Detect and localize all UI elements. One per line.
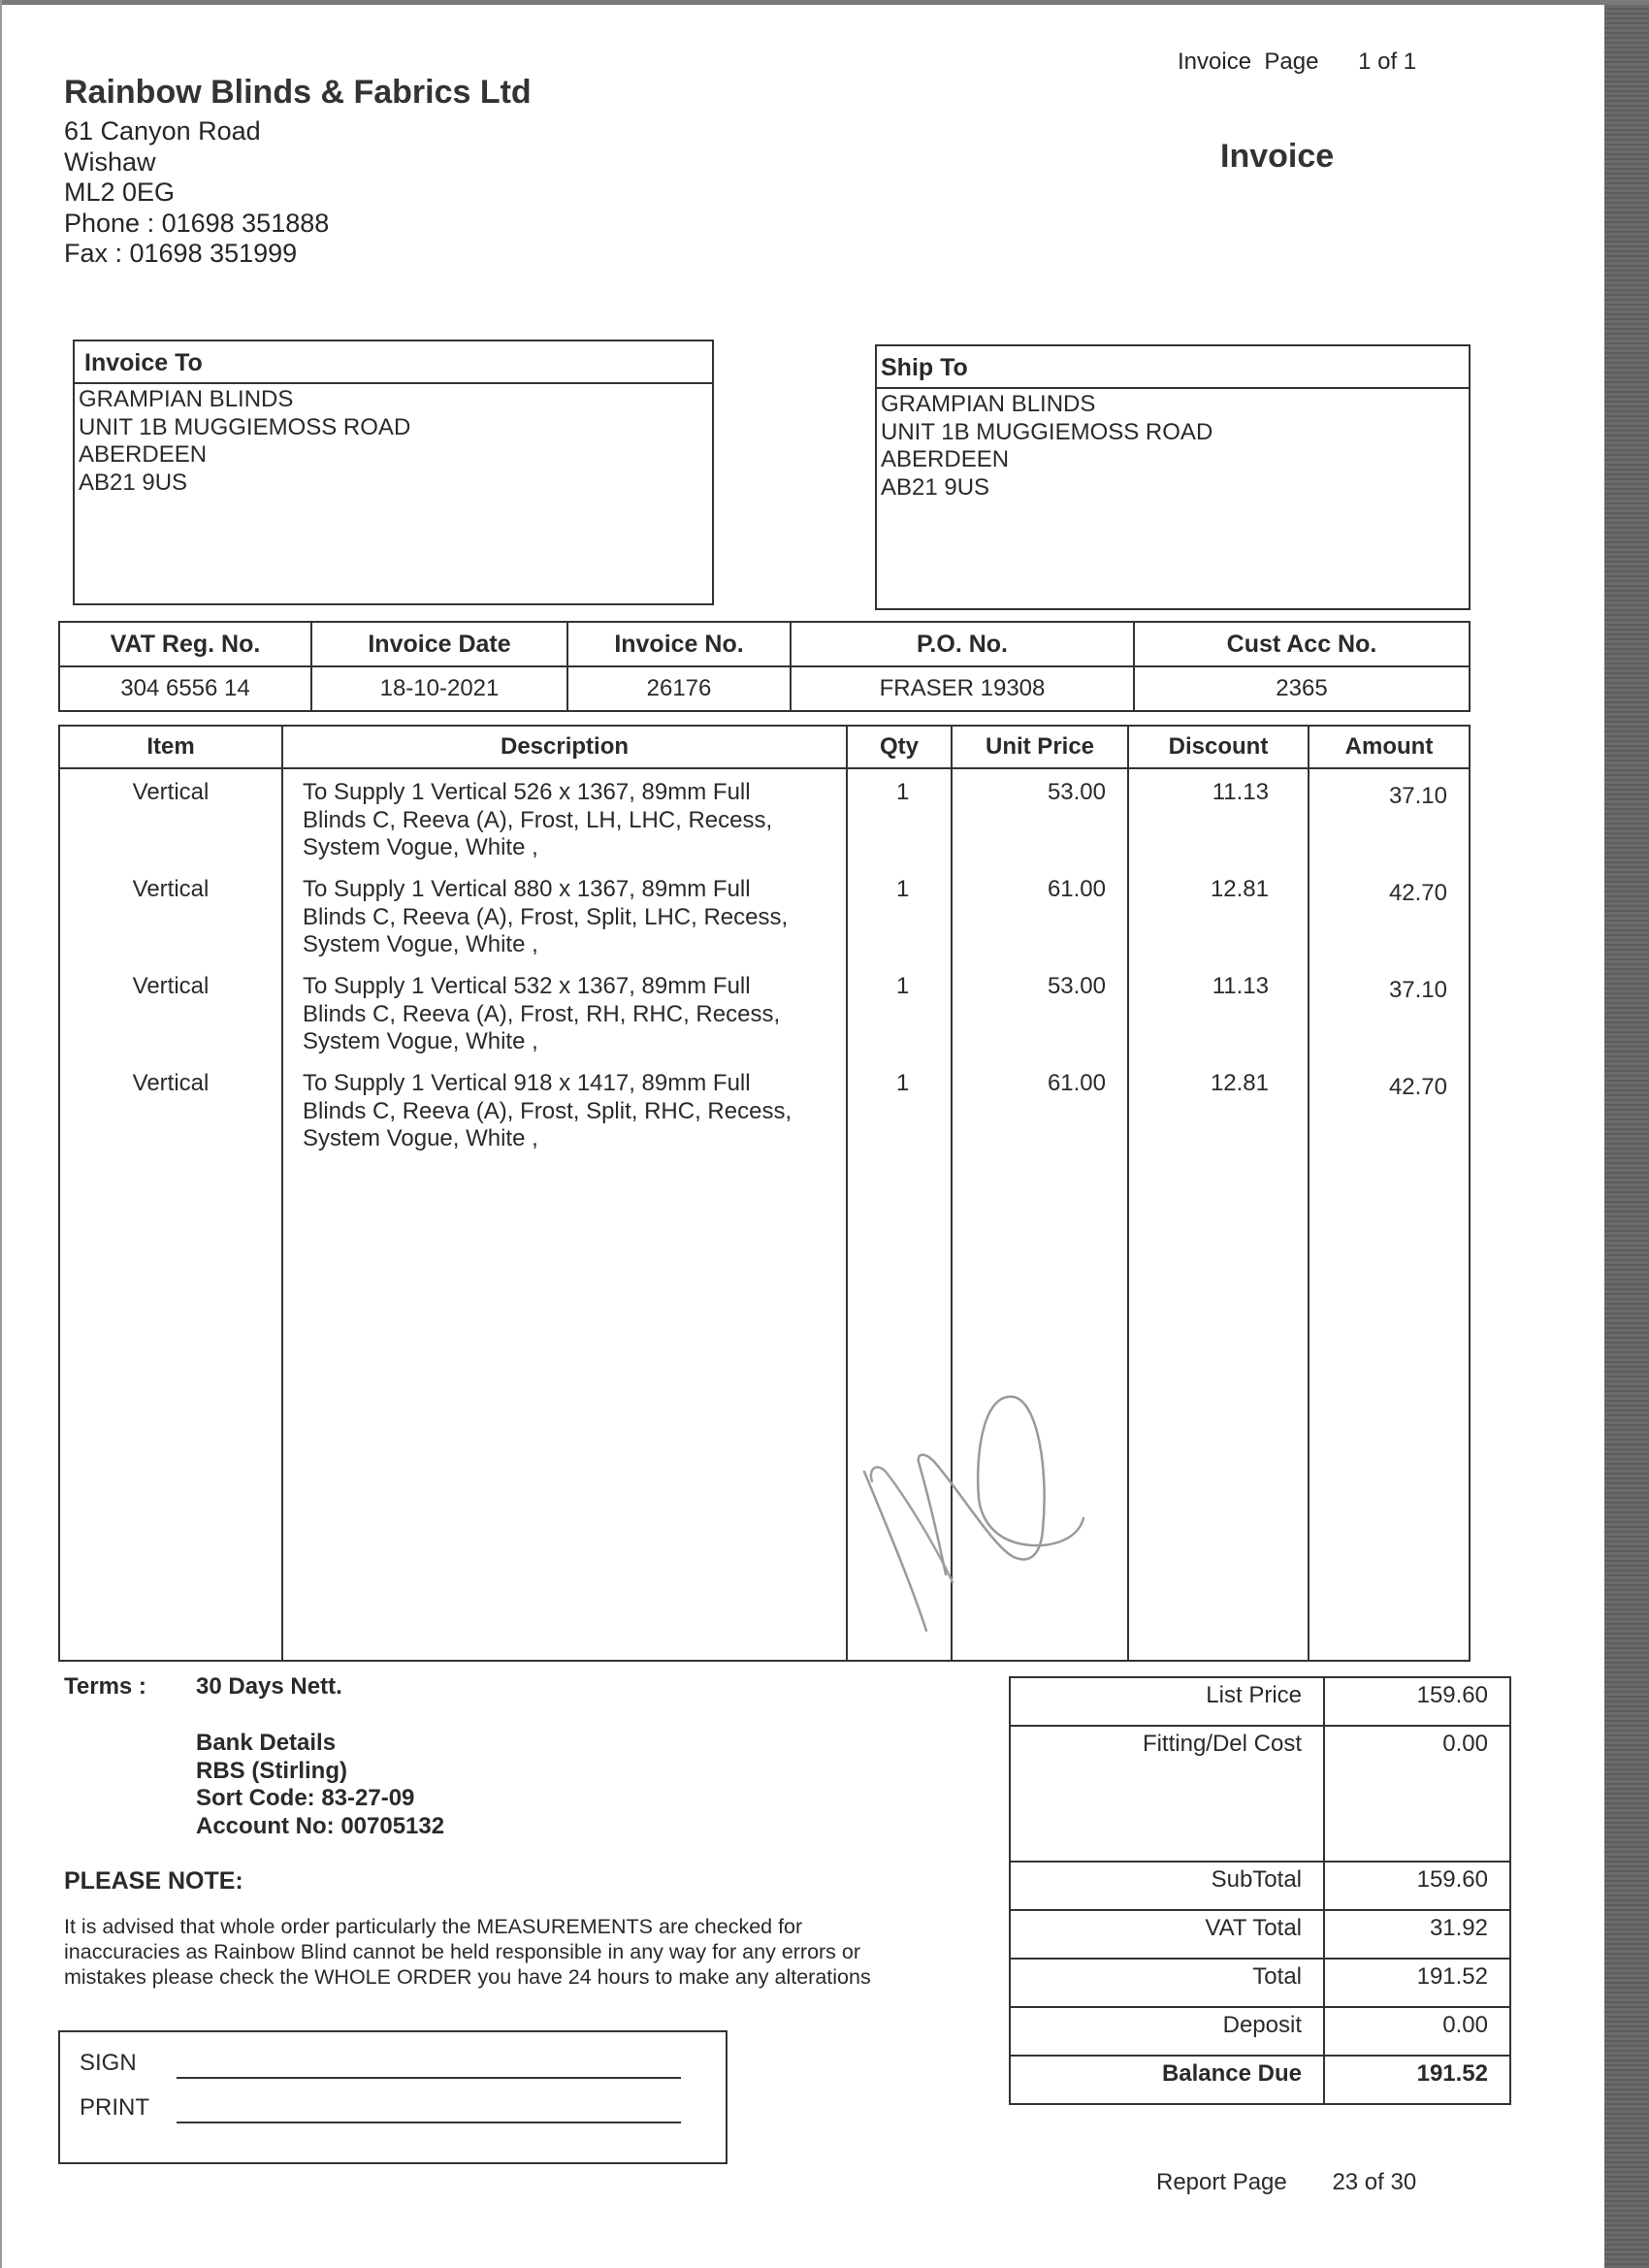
list-price-value: 159.60 xyxy=(1324,1677,1510,1726)
fitting-row xyxy=(1010,1726,1510,1862)
invoice-to-line: UNIT 1B MUGGIEMOSS ROAD xyxy=(79,413,411,440)
description-header: Description xyxy=(282,726,847,768)
table-row-unit-price: 61.00 xyxy=(1047,1070,1106,1096)
ship-to-header: Ship To xyxy=(877,346,1469,389)
table-row-discount: 12.81 xyxy=(1210,1070,1269,1096)
ship-to-box xyxy=(875,344,1471,610)
list-price-row xyxy=(1010,1677,1510,1726)
table-row-unit-price: 53.00 xyxy=(1047,779,1106,805)
fitting-value: 0.00 xyxy=(1324,1726,1510,1862)
table-row-amount: 42.70 xyxy=(1388,880,1447,906)
invoice-to-header: Invoice To xyxy=(75,341,712,384)
deposit-row xyxy=(1010,2007,1510,2056)
description-line: Blinds C, Reeva (A), Frost, RH, RHC, Recess, xyxy=(303,1000,781,1027)
ship-to-line: ABERDEEN xyxy=(881,446,1010,472)
invoice-to-line: AB21 9US xyxy=(79,469,188,496)
invoice-to-line: ABERDEEN xyxy=(79,441,208,468)
handwritten-initials xyxy=(858,1363,1091,1644)
description-line: System Vogue, White , xyxy=(303,834,538,860)
company-fax: Fax : 01698 351999 xyxy=(64,239,298,268)
table-row-item: Vertical xyxy=(132,973,210,999)
report-page-info xyxy=(1156,2169,1416,2196)
invoice-no-value: 26176 xyxy=(567,666,791,711)
company-address xyxy=(64,116,329,270)
scan-edge-top xyxy=(0,0,1649,5)
invoice-page-value: 1 of 1 xyxy=(1358,49,1417,75)
invoice-date-header: Invoice Date xyxy=(311,622,567,666)
company-address-line: Wishaw xyxy=(64,146,156,177)
total-label: Total xyxy=(1010,1959,1324,2007)
company-name: Rainbow Blinds & Fabrics Ltd xyxy=(64,74,532,111)
please-note-heading: PLEASE NOTE: xyxy=(64,1867,243,1895)
balance-due-value: 191.52 xyxy=(1324,2056,1510,2104)
description-line: To Supply 1 Vertical 918 x 1417, 89mm Full xyxy=(303,1070,751,1096)
ship-to-line: GRAMPIAN BLINDS xyxy=(881,391,1096,417)
table-row-description xyxy=(303,1070,846,1167)
ship-to-line: UNIT 1B MUGGIEMOSS ROAD xyxy=(881,418,1213,445)
deposit-label: Deposit xyxy=(1010,2007,1324,2056)
po-no-header: P.O. No. xyxy=(791,622,1134,666)
print-line[interactable] xyxy=(177,2122,681,2123)
sign-line[interactable] xyxy=(177,2077,681,2079)
table-row-amount: 37.10 xyxy=(1388,783,1447,809)
description-line: System Vogue, White , xyxy=(303,931,538,957)
item-header: Item xyxy=(59,726,282,768)
invoice-to-box xyxy=(73,340,714,605)
description-line: Blinds C, Reeva (A), Frost, Split, RHC, Recess, xyxy=(303,1097,792,1124)
invoice-page-label: Invoice Page xyxy=(1178,49,1319,75)
deposit-value: 0.00 xyxy=(1324,2007,1510,2056)
invoice-info-table xyxy=(58,621,1471,712)
ship-to-line: AB21 9US xyxy=(881,473,990,501)
terms-value: 30 Days Nett. xyxy=(196,1673,342,1700)
item-column xyxy=(59,768,282,1661)
table-row-amount: 42.70 xyxy=(1388,1074,1447,1100)
description-line: System Vogue, White , xyxy=(303,1028,538,1054)
subtotal-label: SubTotal xyxy=(1010,1862,1324,1910)
vat-total-label: VAT Total xyxy=(1010,1910,1324,1959)
description-line: To Supply 1 Vertical 526 x 1367, 89mm Full xyxy=(303,779,751,805)
description-line: Blinds C, Reeva (A), Frost, Split, LHC, Recess, xyxy=(303,903,789,930)
qty-header: Qty xyxy=(847,726,952,768)
note-line: inaccuracies as Rainbow Blind cannot be held responsible in any way for any errors or xyxy=(64,1940,861,1963)
balance-due-label: Balance Due xyxy=(1010,2056,1324,2104)
terms-label: Terms : xyxy=(64,1673,146,1700)
subtotal-row xyxy=(1010,1862,1510,1910)
report-page-label: Report Page xyxy=(1156,2169,1287,2195)
subtotal-value: 159.60 xyxy=(1324,1862,1510,1910)
description-column xyxy=(282,768,847,1661)
bank-name: RBS (Stirling) xyxy=(196,1757,347,1784)
report-page-value: 23 of 30 xyxy=(1332,2169,1417,2195)
bank-details xyxy=(196,1730,444,1840)
invoice-no-header: Invoice No. xyxy=(567,622,791,666)
document-title: Invoice xyxy=(1220,138,1335,175)
table-row-discount: 12.81 xyxy=(1210,876,1269,902)
discount-column xyxy=(1128,768,1309,1661)
table-row-unit-price: 53.00 xyxy=(1047,973,1106,999)
total-row xyxy=(1010,1959,1510,2007)
amount-column xyxy=(1309,768,1470,1661)
note-line: mistakes please check the WHOLE ORDER you have 24 hours to make any alterations xyxy=(64,1965,871,1989)
table-row-qty: 1 xyxy=(896,779,910,805)
table-row-description xyxy=(303,973,846,1070)
description-line: To Supply 1 Vertical 880 x 1367, 89mm Full xyxy=(303,876,751,902)
table-row-description xyxy=(303,876,846,973)
list-price-label: List Price xyxy=(1010,1677,1324,1726)
amount-header: Amount xyxy=(1309,726,1470,768)
table-row-amount: 37.10 xyxy=(1388,977,1447,1003)
table-row-item: Vertical xyxy=(132,1070,210,1096)
sign-label: SIGN xyxy=(80,2050,137,2076)
scan-edge-right xyxy=(1604,5,1649,2268)
note-line: It is advised that whole order particularly the MEASUREMENTS are checked for xyxy=(64,1915,803,1938)
vat-reg-value: 304 6556 14 xyxy=(59,666,311,711)
table-row-qty: 1 xyxy=(896,973,910,999)
vat-total-value: 31.92 xyxy=(1324,1910,1510,1959)
table-row-unit-price: 61.00 xyxy=(1047,876,1106,902)
discount-header: Discount xyxy=(1128,726,1309,768)
company-address-line: 61 Canyon Road xyxy=(64,116,261,146)
table-row-item: Vertical xyxy=(132,876,210,902)
total-value: 191.52 xyxy=(1324,1959,1510,2007)
invoice-to-line: GRAMPIAN BLINDS xyxy=(79,386,294,412)
cust-acc-value: 2365 xyxy=(1134,666,1470,711)
line-items-table xyxy=(58,725,1471,1662)
fitting-label: Fitting/Del Cost xyxy=(1010,1726,1324,1862)
vat-reg-header: VAT Reg. No. xyxy=(59,622,311,666)
company-phone: Phone : 01698 351888 xyxy=(64,208,330,238)
cust-acc-header: Cust Acc No. xyxy=(1134,622,1470,666)
table-row-qty: 1 xyxy=(896,1070,910,1096)
table-row-qty: 1 xyxy=(896,876,910,902)
table-row-discount: 11.13 xyxy=(1212,973,1269,999)
invoice-to-address xyxy=(75,384,712,497)
company-address-line: ML2 0EG xyxy=(64,178,176,207)
scan-edge-left xyxy=(0,0,2,2268)
sign-box xyxy=(58,2030,728,2164)
description-line: System Vogue, White , xyxy=(303,1125,538,1151)
unit-price-header: Unit Price xyxy=(952,726,1128,768)
sort-code: Sort Code: 83-27-09 xyxy=(196,1785,415,1811)
invoice-date-value: 18-10-2021 xyxy=(311,666,567,711)
po-no-value: FRASER 19308 xyxy=(791,666,1134,711)
bank-details-heading: Bank Details xyxy=(196,1730,337,1756)
invoice-page-info xyxy=(1178,49,1416,76)
description-line: To Supply 1 Vertical 532 x 1367, 89mm Full xyxy=(303,973,751,999)
balance-due-row xyxy=(1010,2056,1510,2104)
table-row-discount: 11.13 xyxy=(1212,779,1269,805)
description-line: Blinds C, Reeva (A), Frost, LH, LHC, Recess, xyxy=(303,806,773,833)
print-label: PRINT xyxy=(80,2094,149,2121)
table-row-description xyxy=(303,779,846,876)
please-note-text xyxy=(64,1914,976,1990)
account-number: Account No: 00705132 xyxy=(196,1812,445,1839)
table-row-item: Vertical xyxy=(132,779,210,805)
ship-to-address xyxy=(877,389,1469,502)
vat-total-row xyxy=(1010,1910,1510,1959)
totals-table xyxy=(1009,1676,1511,2105)
